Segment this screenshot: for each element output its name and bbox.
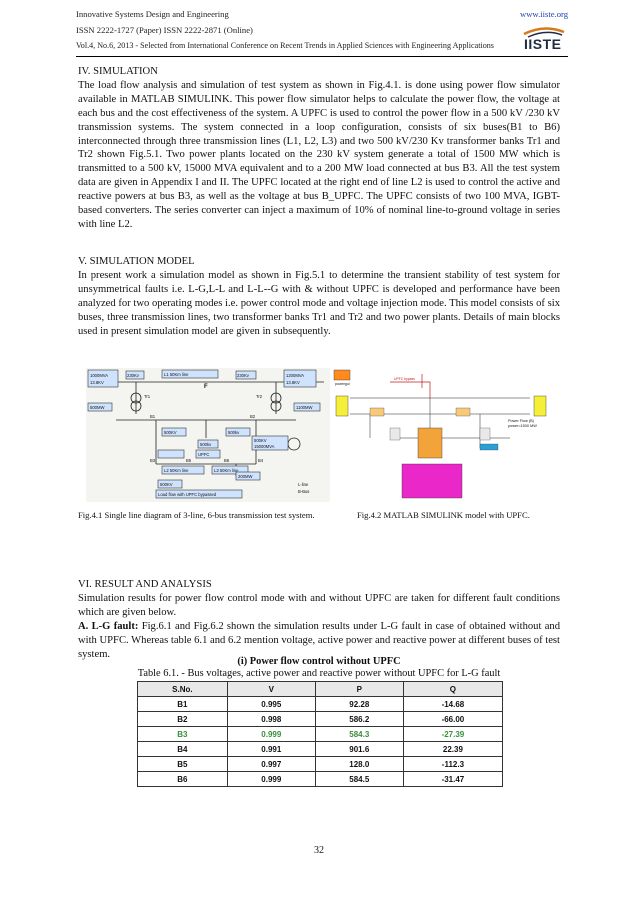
equiv-label: 500KV xyxy=(254,438,267,443)
header-p: P xyxy=(315,682,403,697)
legend-line: L-line xyxy=(298,482,309,487)
table-cell: -112.3 xyxy=(403,757,502,772)
page-number: 32 xyxy=(314,845,324,856)
section-simulation xyxy=(78,65,560,232)
bus-b4-label: B4 xyxy=(258,458,264,463)
table-row xyxy=(138,772,503,787)
section-intro: Simulation results for power flow control mode with and without UPFC are taken for different fault conditions which are given below. xyxy=(78,592,560,618)
table-cell: -31.47 xyxy=(403,772,502,787)
gen1-label: 1000MVA xyxy=(90,373,109,378)
table-row xyxy=(138,742,503,757)
table-cell: 128.0 xyxy=(315,757,403,772)
table-row xyxy=(138,697,503,712)
table-cell: 92.28 xyxy=(315,697,403,712)
table-header-row xyxy=(138,682,503,697)
kv230-left-label: 230Kv xyxy=(127,373,139,378)
section-body: The load flow analysis and simulation of test system as shown in Fig.4.1. is done using power flow simulator available in MATLAB SIMULINK. This power flow simulator helps to calculate the power flow, the voltage at each bus and the cost effectiveness of the system. A UPFC is used to control the power flow in a 500 kV /230 kV transmission systems. The system connected in a loop configuration, consists of six buses(B1 to B6) interconnected through three transmission lines (L1, L2, L3) and two 500 kV/230 Kv transformer banks Tr1 and Tr2 shown Fig.5.1. Two power plants located on the 230 kV system generate a total of 1500 MW which is transmitted to a 500 kV, 15000 MVA equivalent and to a 200 MW load connected at bus B3. All the test system data are given in Appendix I and II. The UPFC located at the right end of line L2 is used to control the active and reactive powers at bus B3, as well as the voltage at bus B_UPFC. The UPFC consists of two 100 MVA, IGBT-based converters. The series converter can inject a maximum of 10% of nominal line-to-ground voltage in series with line L2. xyxy=(78,79,560,230)
table-cell: B4 xyxy=(138,742,228,757)
legend-bus: B-Bus xyxy=(298,489,310,494)
gen1-kv-label: 13.8KV xyxy=(90,380,104,385)
table-cell: 0.998 xyxy=(227,712,315,727)
table-cell: 0.997 xyxy=(227,757,315,772)
table-cell: B2 xyxy=(138,712,228,727)
figure-single-line-diagram xyxy=(86,368,332,502)
logo-text: IISTE xyxy=(524,36,562,52)
results-table xyxy=(137,681,503,787)
subheading: (i) Power flow control without UPFC xyxy=(237,656,401,667)
header-q: Q xyxy=(403,682,502,697)
table-cell: -27.39 xyxy=(403,727,502,742)
table-cell: 0.999 xyxy=(227,772,315,787)
table-cell: 584.3 xyxy=(315,727,403,742)
section-body: In present work a simulation model as shown in Fig.5.1 to determine the transient stability of test system for unsymmetrical faults i.e. L-G,L-L and L-L--G with & without UPFC is developed and performance have been analyzed for two operating modes i.e. power control mode and voltage injection mode. This model consists of six buses, three transmission lines, two transformer banks Tr1 and Tr2 and two power plants. Details of main blocks used in present simulation model are given in subsequently. xyxy=(78,269,560,337)
line2-label: L2 50Km line xyxy=(164,468,189,473)
bypass-label: Load flow with UPFC bypassed xyxy=(158,492,217,497)
figure-simulink-model xyxy=(330,368,554,502)
section-title: V. SIMULATION MODEL xyxy=(78,256,195,267)
mw-left-label: 500MW xyxy=(90,405,105,410)
header-rule xyxy=(76,56,568,57)
section-title: IV. SIMULATION xyxy=(78,66,158,77)
journal-name: Innovative Systems Design and Engineering xyxy=(76,9,229,19)
line1-label: L1 50Km line xyxy=(164,372,189,377)
fault-body: Fig.6.1 and Fig.6.2 shown the simulation results under L-G fault in case of obtained without and with UPFC. Whereas table 6.1 and 6.2 mention voltage, active power and reactive power at different buses of test system. xyxy=(78,620,560,660)
table-cell: B1 xyxy=(138,697,228,712)
tr1-label: Tr1 xyxy=(144,394,151,399)
table-cell: -14.68 xyxy=(403,697,502,712)
kv500-b-label: 500kv xyxy=(228,430,240,435)
issn-line: ISSN 2222-1727 (Paper) ISSN 2222-2871 (Online) xyxy=(76,25,253,35)
tr2-label: Tr2 xyxy=(256,394,263,399)
table-row-highlighted xyxy=(138,727,503,742)
load-label: 200MW xyxy=(238,474,253,479)
fig2-caption: Fig.4.2 MATLAB SIMULINK model with UPFC. xyxy=(357,510,530,520)
gen2-kv-label: 13.8KV xyxy=(286,380,300,385)
table-cell: 584.5 xyxy=(315,772,403,787)
fault-label: A. L-G fault: xyxy=(78,620,139,632)
section-results xyxy=(78,578,560,661)
table-cell: 0.999 xyxy=(227,727,315,742)
equiv-mva-label: 15000MVA xyxy=(254,444,275,449)
table-cell: 586.2 xyxy=(315,712,403,727)
fig1-caption: Fig.4.1 Single line diagram of 3-line, 6-bus transmission test system. xyxy=(78,510,315,520)
section-title: VI. RESULT AND ANALYSIS xyxy=(78,579,212,590)
journal-url[interactable]: www.iiste.org xyxy=(520,9,568,19)
kv230-right-label: 230Kv xyxy=(237,373,249,378)
upfc-label: UPFC xyxy=(198,452,210,457)
header-v: V xyxy=(227,682,315,697)
bus-b5-label: B5 xyxy=(186,458,192,463)
table-cell: B5 xyxy=(138,757,228,772)
table-caption: Table 6.1. - Bus voltages, active power and reactive power without UPFC for L-G fault xyxy=(137,668,501,679)
kv500-c-label: 500kv xyxy=(200,442,212,447)
fault-label: F xyxy=(204,384,208,390)
section-simulation-model xyxy=(78,255,560,338)
bus-b6-label: B6 xyxy=(224,458,230,463)
bus-b1-label: B1 xyxy=(150,414,156,419)
upfc-bypass-label: UPFC bypass xyxy=(394,377,415,381)
iiste-logo xyxy=(520,24,568,54)
gen2-label: 1200MVA xyxy=(286,373,305,378)
bus-b3-label: B3 xyxy=(150,458,156,463)
table-cell: 22.39 xyxy=(403,742,502,757)
bus-b2-label: B2 xyxy=(250,414,256,419)
power-value-label: power=1500 MW xyxy=(508,424,537,428)
header-sno: S.No. xyxy=(138,682,228,697)
table-cell: 901.6 xyxy=(315,742,403,757)
power-flow-label: Power Flow (B) xyxy=(508,419,534,423)
table-row xyxy=(138,757,503,772)
table-cell: -66.00 xyxy=(403,712,502,727)
table-cell: 0.991 xyxy=(227,742,315,757)
mw-right-label: 1100MW xyxy=(296,405,313,410)
kv500-a-label: 500KV xyxy=(164,430,177,435)
table-cell: B3 xyxy=(138,727,228,742)
powergui-label: powergui xyxy=(335,382,350,386)
table-cell: B6 xyxy=(138,772,228,787)
table-cell: 0.995 xyxy=(227,697,315,712)
volume-line: Vol.4, No.6, 2013 - Selected from International Conference on Recent Trends in Applied Sciences with Engineering Applications xyxy=(76,41,494,50)
kv500-d-label: 500KV xyxy=(160,482,173,487)
line3-label: L3 50Km line xyxy=(214,468,239,473)
table-row xyxy=(138,712,503,727)
